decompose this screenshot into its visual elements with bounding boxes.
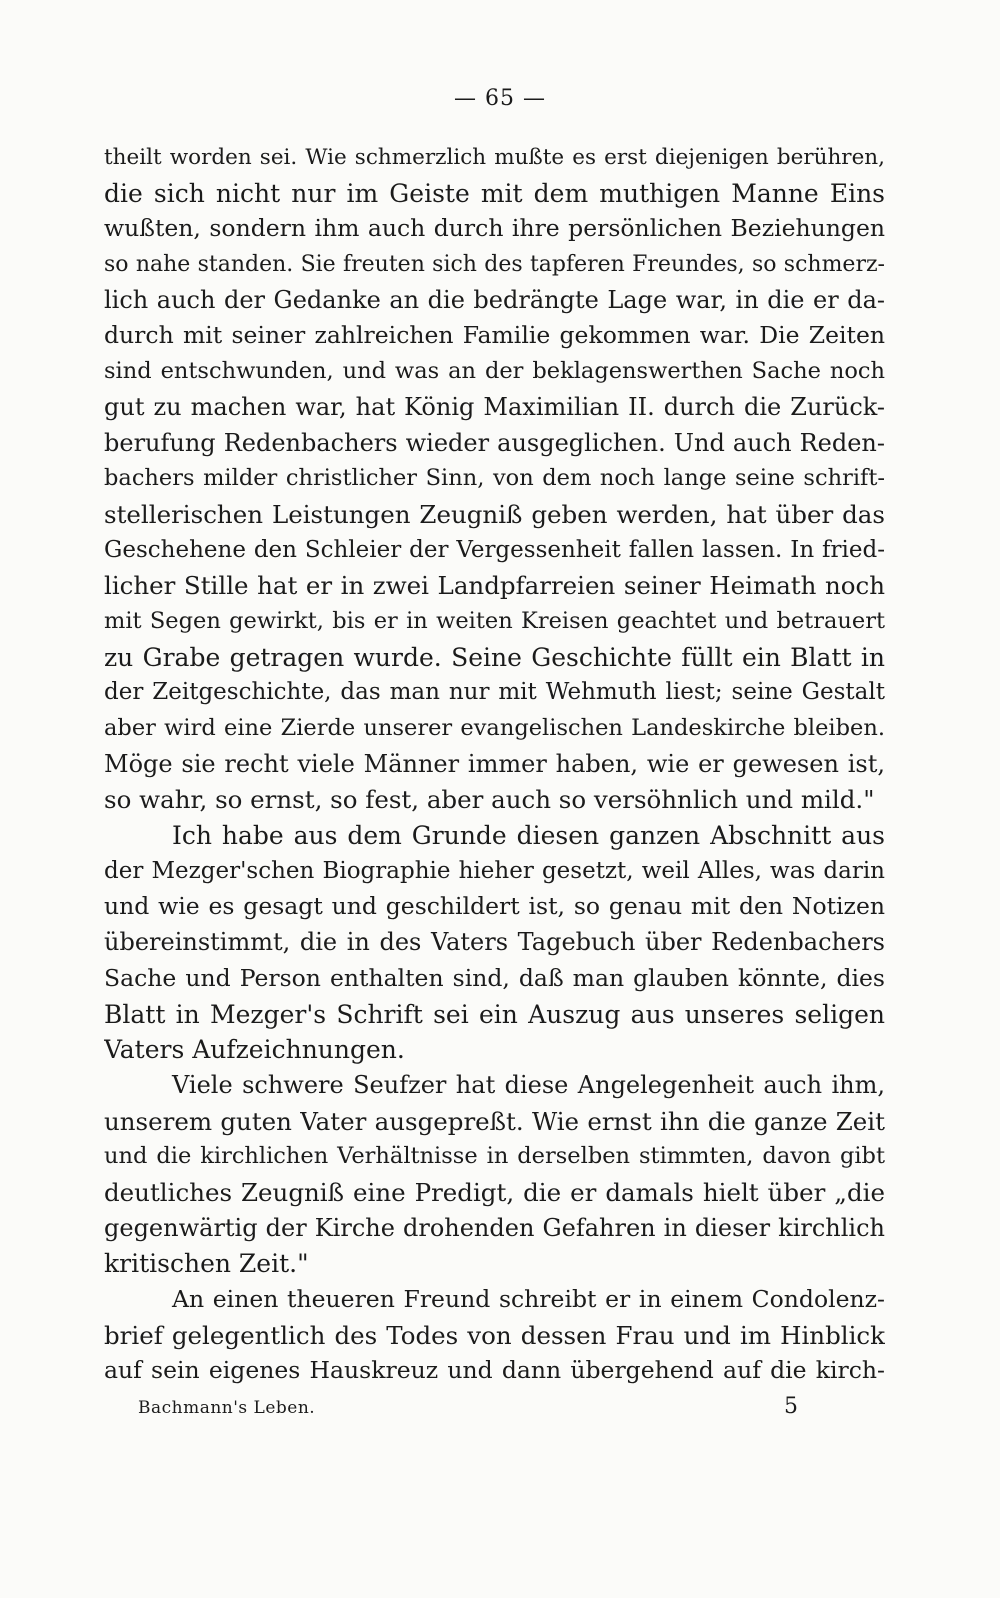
text-line: der Zeitgeschichte, das man nur mit Wehmuth liest; seine Gestalt — [104, 679, 885, 706]
text-line: so nahe standen. Sie freuten sich des tapferen Freundes, so schmerz- — [104, 252, 885, 278]
text-line: auf sein eigenes Hauskreuz und dann übergehend auf die kirch- — [104, 1356, 885, 1385]
text-line: aber wird eine Zierde unserer evangelischen Landeskirche bleiben. — [104, 715, 885, 741]
page-number: — 65 — — [454, 86, 546, 111]
text-line: Geschehene den Schleier der Vergessenheit fallen lassen. In fried- — [104, 536, 885, 563]
text-line: brief gelegentlich des Todes von dessen Frau und im Hinblick — [104, 1320, 885, 1350]
footer-signature: Bachmann's Leben. — [138, 1398, 316, 1418]
text-line: Sache und Person enthalten sind, daß man glauben könnte, dies — [104, 963, 885, 992]
text-line: lich auch der Gedanke an die bedrängte Lage war, in die er da- — [104, 285, 885, 314]
text-line: und wie es gesagt und geschildert ist, so genau mit den Notizen — [104, 892, 885, 921]
text-line: Vaters Aufzeichnungen. — [104, 1035, 405, 1065]
text-line: übereinstimmt, die in des Vaters Tagebuch über Redenbachers — [104, 928, 885, 957]
text-line: An einen theueren Freund schreibt er in einem Condolenz- — [172, 1285, 885, 1313]
text-line: berufung Redenbachers wieder ausgeglichen. Und auch Reden- — [104, 428, 885, 457]
text-line: und die kirchlichen Verhältnisse in derselben stimmten, davon gibt — [104, 1143, 885, 1170]
text-line: kritischen Zeit." — [104, 1249, 309, 1279]
text-line: Viele schwere Seufzer hat diese Angelegenheit auch ihm, — [172, 1070, 885, 1099]
text-line: so wahr, so ernst, so fest, aber auch so versöhnlich und mild." — [104, 785, 875, 815]
text-line: wußten, sondern ihm auch durch ihre persönlichen Beziehungen — [104, 214, 885, 243]
text-line: der Mezger'schen Biographie hieher gesetzt, weil Alles, was darin — [104, 857, 885, 884]
text-line: deutliches Zeugniß eine Predigt, die er damals hielt über „die — [104, 1177, 885, 1207]
body-text — [104, 140, 885, 1389]
text-line: die sich nicht nur im Geiste mit dem muthigen Manne Eins — [104, 178, 885, 208]
text-line: gegenwärtig der Kirche drohenden Gefahren in dieser kirchlich — [104, 1213, 885, 1242]
text-line: theilt worden sei. Wie schmerzlich mußte es erst diejenigen berühren, — [104, 145, 885, 170]
text-line: durch mit seiner zahlreichen Familie gekommen war. Die Zeiten — [104, 321, 885, 350]
text-line: stellerischen Leistungen Zeugniß geben werden, hat über das — [104, 499, 885, 529]
text-line: Ich habe aus dem Grunde diesen ganzen Abschnitt aus — [172, 821, 885, 851]
text-line: unserem guten Vater ausgepreßt. Wie ernst ihn die ganze Zeit — [104, 1106, 885, 1136]
text-line: licher Stille hat er in zwei Landpfarreien seiner Heimath noch — [104, 571, 885, 601]
text-line: sind entschwunden, und was an der beklagenswerthen Sache noch — [104, 358, 885, 385]
text-line: bachers milder christlicher Sinn, von dem noch lange seine schrift- — [104, 465, 885, 492]
page-footer — [138, 1394, 798, 1428]
text-line: gut zu machen war, hat König Maximilian II. durch die Zurück- — [104, 392, 885, 421]
text-line: Möge sie recht viele Männer immer haben, wie er gewesen ist, — [104, 749, 885, 778]
text-line: zu Grabe getragen wurde. Seine Geschichte füllt ein Blatt in — [104, 642, 885, 672]
sheet-number: 5 — [784, 1394, 798, 1419]
text-line: mit Segen gewirkt, bis er in weiten Kreisen geachtet und betrauert — [104, 607, 885, 634]
text-line: Blatt in Mezger's Schrift sei ein Auszug aus unseres seligen — [104, 999, 885, 1029]
